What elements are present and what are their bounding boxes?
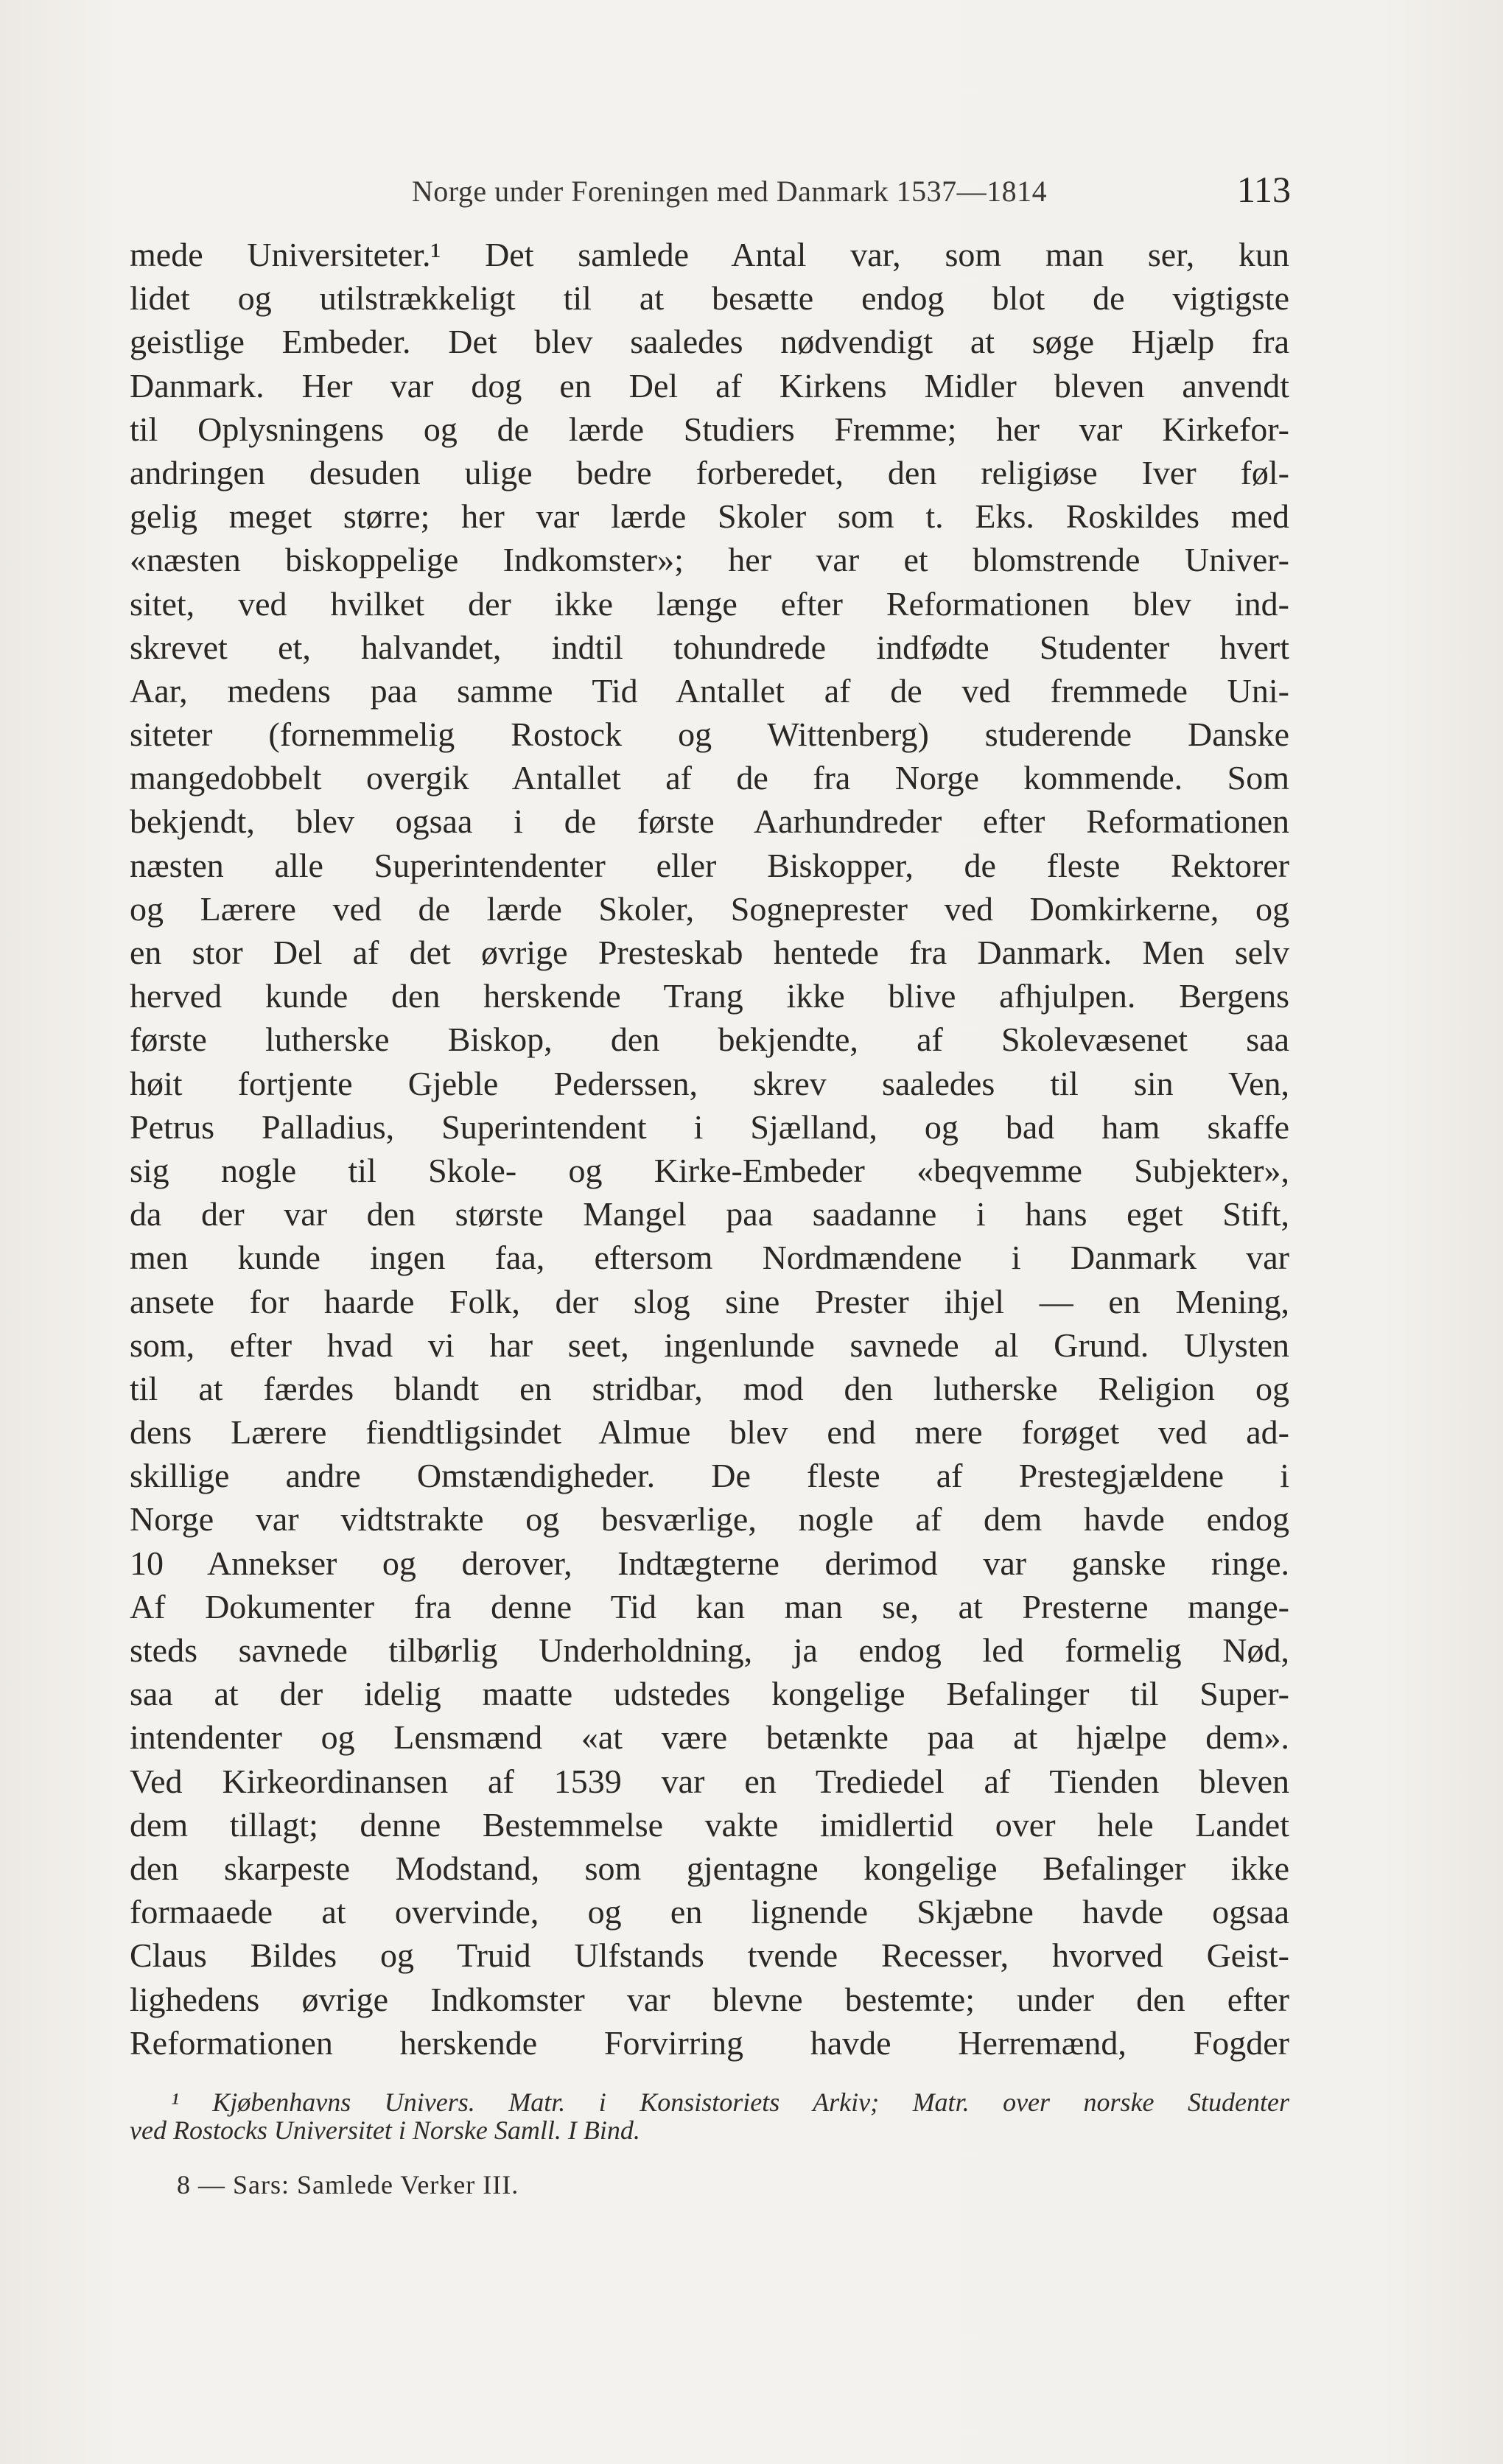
text-line: bekjendt, blev ogsaa i de første Aarhundreder efter Reformationen xyxy=(130,802,1289,841)
text-line: næsten alle Superintendenter eller Biskopper, de fleste Rektorer xyxy=(130,846,1289,884)
text-line: skrevet et, halvandet, indtil tohundrede indfødte Studenter hvert xyxy=(130,628,1289,666)
text-line: til Oplysningens og de lærde Studiers Fremme; her var Kirkefor- xyxy=(130,410,1289,448)
text-line: Petrus Palladius, Superintendent i Sjælland, og bad ham skaffe xyxy=(130,1107,1289,1146)
text-line: sig nogle til Skole- og Kirke-Embeder «beqvemme Subjekter», xyxy=(130,1151,1289,1189)
text-line: Ved Kirkeordinansen af 1539 var en Trediedel af Tienden bleven xyxy=(130,1762,1289,1800)
text-line: Norge var vidtstrakte og besværlige, nogle af dem havde endog xyxy=(130,1500,1289,1539)
text-line: som, efter hvad vi har seet, ingenlunde savnede al Grund. Ulysten xyxy=(130,1326,1289,1364)
text-line: ansete for haarde Folk, der slog sine Prester ihjel — en Mening, xyxy=(130,1282,1289,1320)
text-line: mangedobbelt overgik Antallet af de fra Norge kommende. Som xyxy=(130,759,1289,797)
text-line: lidet og utilstrækkeligt til at besætte endog blot de vigtigste xyxy=(130,279,1289,318)
footnote xyxy=(130,2088,1289,2144)
text-line: siteter (fornemmelig Rostock og Wittenberg) studerende Danske xyxy=(130,715,1289,754)
text-line: geistlige Embeder. Det blev saaledes nødvendigt at søge Hjælp fra xyxy=(130,323,1289,361)
text-line: da der var den største Mangel paa saadanne i hans eget Stift, xyxy=(130,1195,1289,1233)
body-text xyxy=(130,233,1289,2065)
text-line: saa at der idelig maatte udstedes kongelige Befalinger til Super- xyxy=(130,1675,1289,1713)
text-line: en stor Del af det øvrige Presteskab hentede fra Danmark. Men selv xyxy=(130,934,1289,971)
text-line: lighedens øvrige Indkomster var blevne bestemte; under den efter xyxy=(130,1980,1289,2018)
text-line: og Lærere ved de lærde Skoler, Sogneprester ved Domkirkerne, og xyxy=(130,889,1289,928)
text-line: høit fortjente Gjeble Pederssen, skrev saaledes til sin Ven, xyxy=(130,1064,1289,1102)
text-line: formaaede at overvinde, og en lignende Skjæbne havde ogsaa xyxy=(130,1893,1289,1931)
text-line: steds savnede tilbørlig Underholdning, ja endog led formelig Nød, xyxy=(130,1631,1289,1669)
text-line: skillige andre Omstændigheder. De fleste af Prestegjældene i xyxy=(130,1457,1289,1495)
text-line: intendenter og Lensmænd «at være betænkte paa at hjælpe dem». xyxy=(130,1718,1289,1757)
text-line: dens Lærere fiendtligsindet Almue blev end mere forøget ved ad- xyxy=(130,1413,1289,1452)
text-line: Claus Bildes og Truid Ulfstands tvende Recesser, hvorved Geist- xyxy=(130,1936,1289,1975)
running-head: Norge under Foreningen med Danmark 1537—1814 xyxy=(411,175,1048,208)
text-line: «næsten biskoppelige Indkomster»; her var et blomstrende Univer- xyxy=(130,541,1289,579)
text-line: sitet, ved hvilket der ikke længe efter Reformationen blev ind- xyxy=(130,584,1289,623)
page-number: 113 xyxy=(1236,169,1291,210)
text-line: Danmark. Her var dog en Del af Kirkens Midler bleven anvendt xyxy=(130,366,1289,405)
text-line: mede Universiteter.¹ Det samlede Antal var, som man ser, kun xyxy=(130,236,1289,273)
text-line: Af Dokumenter fra denne Tid kan man se, at Presterne mange- xyxy=(130,1587,1289,1625)
text-line: dem tillagt; denne Bestemmelse vakte imidlertid over hele Landet xyxy=(130,1805,1289,1844)
text-line: den skarpeste Modstand, som gjentagne kongelige Befalinger ikke xyxy=(130,1849,1289,1887)
text-line: til at færdes blandt en stridbar, mod den lutherske Religion og xyxy=(130,1369,1289,1407)
text-line: men kunde ingen faa, eftersom Nordmændene i Danmark var xyxy=(130,1239,1289,1277)
text-line: andringen desuden ulige bedre forberedet, den religiøse Iver føl- xyxy=(130,453,1289,491)
text-line: Reformationen herskende Forvirring havde Herremænd, Fogder xyxy=(130,2023,1289,2062)
printer-signature: 8 — Sars: Samlede Verker III. xyxy=(177,2170,519,2199)
footnote-line: ved Rostocks Universitet i Norske Samll. I Bind. xyxy=(130,2115,640,2145)
footnote-line: ¹ Kjøbenhavns Univers. Matr. i Konsistoriets Arkiv; Matr. over norske Studenter xyxy=(171,2087,1289,2117)
text-line: 10 Annekser og derover, Indtægterne derimod var ganske ringe. xyxy=(130,1544,1289,1582)
text-line: Aar, medens paa samme Tid Antallet af de ved fremmede Uni- xyxy=(130,671,1289,710)
text-line: første lutherske Biskop, den bekjendte, af Skolevæsenet saa xyxy=(130,1021,1289,1059)
text-line: gelig meget større; her var lærde Skoler som t. Eks. Roskildes med xyxy=(130,497,1289,536)
text-line: herved kunde den herskende Trang ikke blive afhjulpen. Bergens xyxy=(130,977,1289,1015)
